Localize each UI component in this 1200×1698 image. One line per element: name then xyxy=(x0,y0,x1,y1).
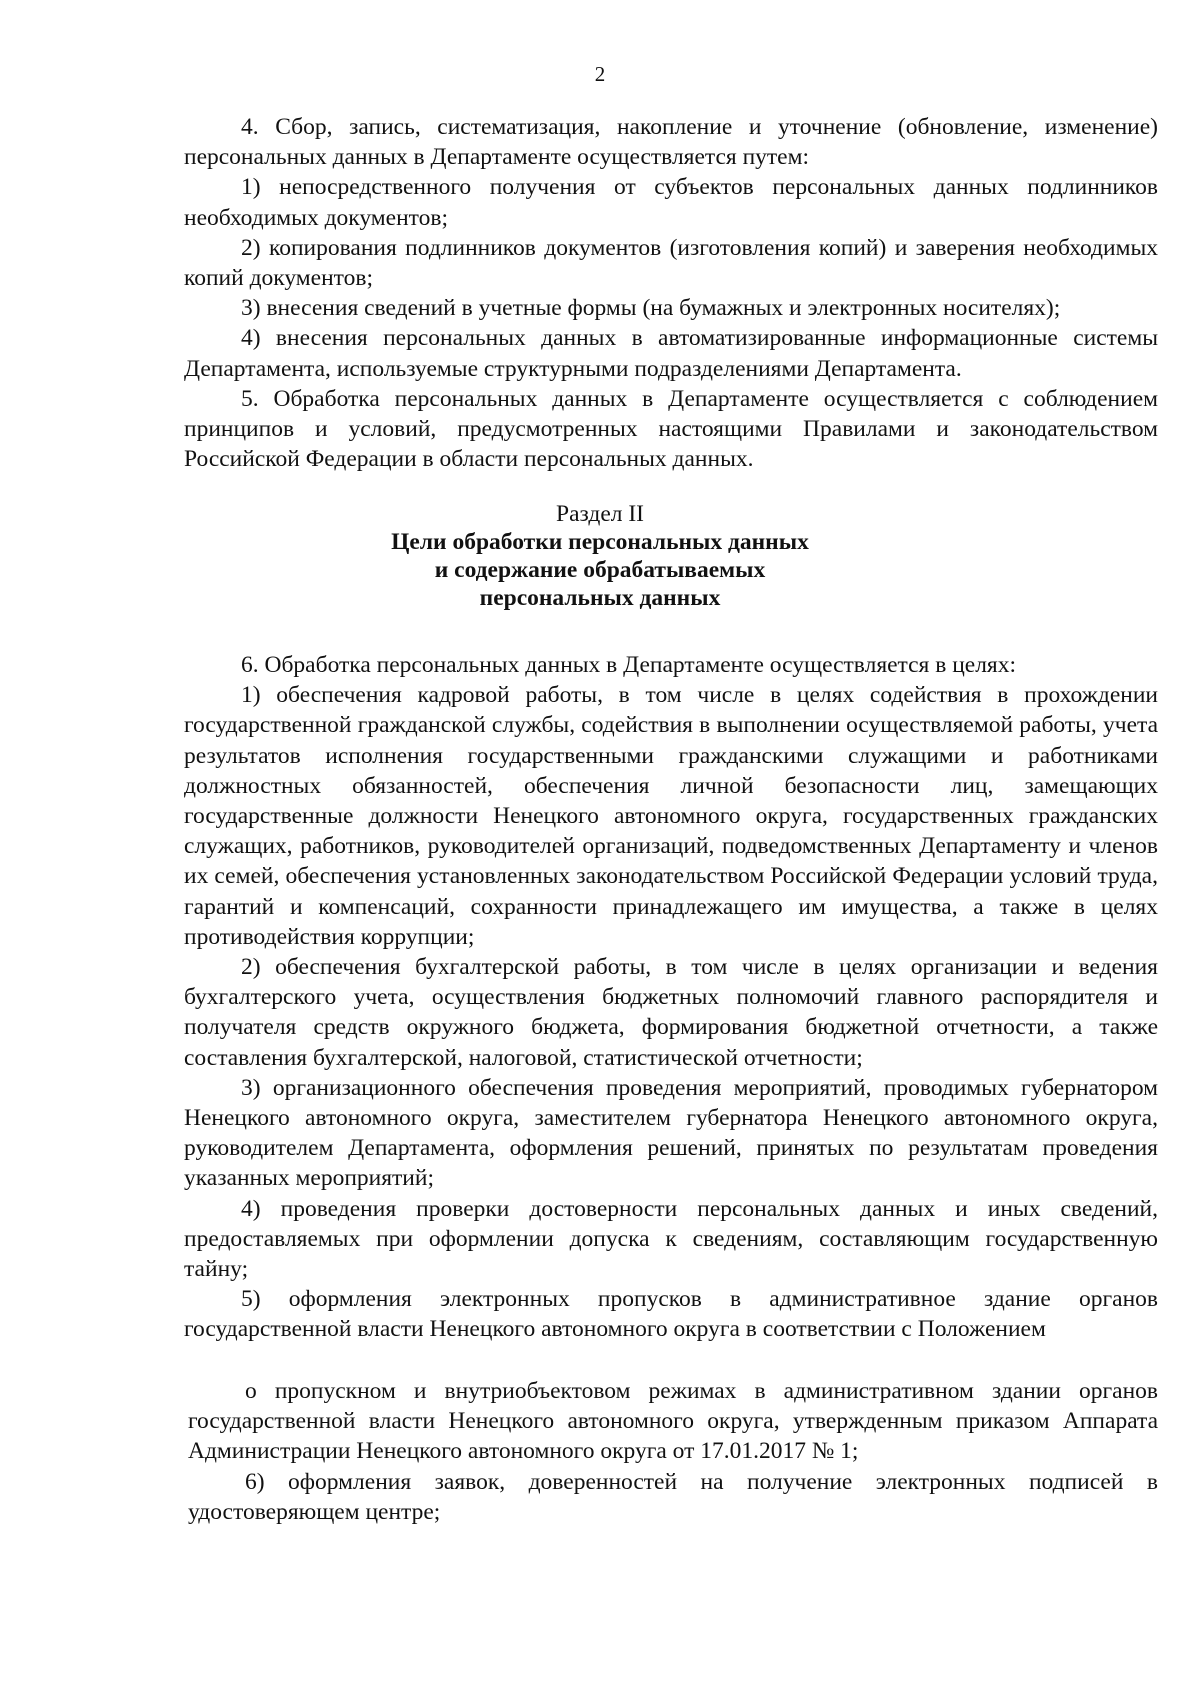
list-item-3: 3) внесения сведений в учетные формы (на бумажных и электронных носителях); xyxy=(241,295,1061,322)
continuation-paragraphs xyxy=(188,1376,1158,1527)
list-item-4: 4) внесения персональных данных в автоматизированные информационные системы Департамента, используемые структурными подразделениями Департамента. xyxy=(184,325,1158,382)
intro-paragraphs xyxy=(184,112,1158,474)
purpose-item-3: 3) организационного обеспечения проведения мероприятий, проводимых губернатором Ненецкого автономного округа, заместителем губернатора Ненецкого автономного округа, руководителем Департамента, оформления решений, принятых по результатам проведения указанных мероприятий; xyxy=(184,1074,1158,1192)
list-item-1: 1) непосредственного получения от субъектов персональных данных подлинников необходимых документов; xyxy=(184,174,1158,231)
section-title-line-2: и содержание обрабатываемых xyxy=(434,557,766,583)
list-item-2: 2) копирования подлинников документов (изготовления копий) и заверения необходимых копий документов; xyxy=(184,234,1158,292)
section-paragraphs xyxy=(184,650,1158,1345)
section-title-line-3: персональных данных xyxy=(479,585,721,611)
purpose-item-5-continuation: о пропускном и внутриобъектовом режимах в административном здании органов государственной власти Ненецкого автономного округа, утвержденным приказом Аппарата Администрации Ненецкого автономного округа от 17.01.2017 № 1; xyxy=(188,1378,1158,1465)
section-heading xyxy=(0,500,1200,612)
purpose-item-6: 6) оформления заявок, доверенностей на получение электронных подписей в удостоверяющем центре; xyxy=(188,1468,1158,1525)
purpose-item-2: 2) обеспечения бухгалтерской работы, в том числе в целях организации и ведения бухгалтерского учета, осуществления бюджетных полномочий главного распорядителя и получателя средств окружного бюджета, формирования бюджетной отчетности, а также составления бухгалтерской, налоговой, статистической отчетности; xyxy=(184,954,1158,1071)
purpose-item-4: 4) проведения проверки достоверности персональных данных и иных сведений, предоставляемых при оформлении допуска к сведениям, составляющим государственную тайну; xyxy=(184,1195,1158,1283)
paragraph-6: 6. Обработка персональных данных в Департаменте осуществляется в целях: xyxy=(241,652,1017,678)
paragraph-4: 4. Сбор, запись, систематизация, накопление и уточнение (обновление, изменение) персональных данных в Департаменте осуществляется путем: xyxy=(184,114,1158,171)
purpose-item-5: 5) оформления электронных пропусков в административное здание органов государственной власти Ненецкого автономного округа в соответствии с Положением xyxy=(184,1286,1158,1343)
paragraph-5: 5. Обработка персональных данных в Департаменте осуществляется с соблюдением принципов и условий, предусмотренных настоящими Правилами и законодательством Российской Федерации в области персональных данных. xyxy=(184,385,1158,473)
page-number: 2 xyxy=(594,62,606,86)
section-label: Раздел II xyxy=(556,501,644,527)
purpose-item-1: 1) обеспечения кадровой работы, в том числе в целях содействия в прохождении государственной гражданской службы, содействия в выполнении осуществляемой работы, учета результатов исполнения государственными гражданскими служащими и работниками должностных обязанностей, обеспечения личной безопасности лиц, замещающих государственные должности Ненецкого автономного округа, государственных гражданских служащих, работников, руководителей организаций, подведомственных Департаменту и членов их семей, обеспечения установленных законодательством Российской Федерации условий труда, гарантий и компенсаций, сохранности принадлежащего им имущества, а также в целях противодействия коррупции; xyxy=(184,682,1158,950)
section-title-line-1: Цели обработки персональных данных xyxy=(391,529,809,555)
